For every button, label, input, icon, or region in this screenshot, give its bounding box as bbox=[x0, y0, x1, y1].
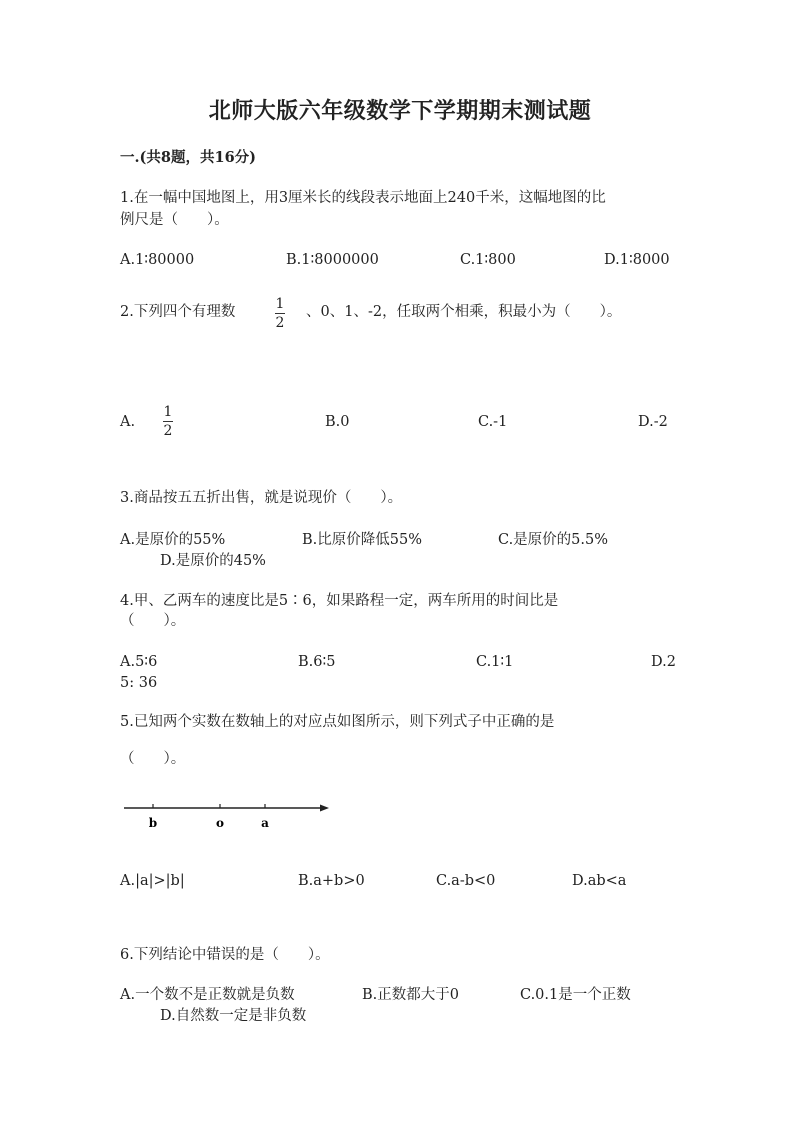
question-stem: 5.已知两个实数在数轴上的对应点如图所示，则下列式子中正确的是 bbox=[120, 714, 555, 730]
fraction-numerator: 1 bbox=[163, 404, 173, 420]
option-b: B.6∶5 bbox=[298, 654, 336, 670]
option-d: D.2 bbox=[651, 654, 676, 670]
axis-label-a: a bbox=[261, 816, 269, 830]
option-b: B.正数都大于0 bbox=[362, 987, 459, 1003]
fraction-denominator: 2 bbox=[275, 315, 285, 331]
option-c: C.0.1是一个正数 bbox=[520, 987, 631, 1003]
option-c: C.a-b<0 bbox=[436, 873, 496, 889]
number-line-figure bbox=[118, 798, 338, 832]
option-a: A.5∶6 bbox=[120, 654, 158, 670]
option-d: D.自然数一定是非负数 bbox=[160, 1008, 307, 1024]
option-c: C.是原价的5.5% bbox=[498, 532, 609, 548]
question-stem: 1.在一幅中国地图上，用3厘米长的线段表示地面上240千米，这幅地图的比 bbox=[120, 190, 606, 206]
axis-label-b: b bbox=[148, 816, 158, 830]
option-d: D.是原价的45% bbox=[160, 553, 266, 569]
question-stem: 3.商品按五五折出售，就是说现价（ ）。 bbox=[120, 490, 403, 506]
option-a: A. bbox=[120, 414, 136, 430]
number-line-arrow bbox=[320, 805, 329, 812]
option-a: A.一个数不是正数就是负数 bbox=[120, 987, 295, 1003]
fraction-one-half bbox=[273, 297, 287, 330]
option-b: B.比原价降低55% bbox=[302, 532, 422, 548]
fraction-numerator: 1 bbox=[275, 296, 285, 312]
option-c: C.-1 bbox=[478, 414, 508, 430]
option-d: D.-2 bbox=[638, 414, 668, 430]
option-b: B.a+b>0 bbox=[298, 873, 365, 889]
question-stem-cont: 例尺是（ ）。 bbox=[120, 212, 229, 228]
option-d-cont: 5: 36 bbox=[120, 675, 158, 691]
page-title: 北师大版六年级数学下学期期末测试题 bbox=[208, 98, 592, 124]
option-b: B.0 bbox=[325, 414, 350, 430]
question-stem-cont: （ ）。 bbox=[120, 751, 186, 767]
option-d: D.1∶8000 bbox=[604, 252, 670, 268]
question-stem: 6.下列结论中错误的是（ ）。 bbox=[120, 947, 330, 963]
option-c: C.1∶800 bbox=[460, 252, 516, 268]
question-stem-cont: （ ）。 bbox=[120, 613, 186, 629]
option-b: B.1∶8000000 bbox=[286, 252, 379, 268]
option-a: A.是原价的55% bbox=[120, 532, 226, 548]
fraction-bar bbox=[163, 421, 173, 422]
axis-label-o: o bbox=[215, 816, 225, 830]
fraction-denominator: 2 bbox=[163, 423, 173, 439]
fraction-bar bbox=[275, 313, 285, 314]
question-stem-cont: 、0、1、-2，任取两个相乘，积最小为（ ）。 bbox=[306, 304, 622, 320]
question-stem: 2.下列四个有理数 bbox=[120, 304, 236, 320]
question-stem: 4.甲、乙两车的速度比是5∶6，如果路程一定，两车所用的时间比是 bbox=[120, 593, 559, 609]
option-a: A.|a|>|b| bbox=[120, 873, 185, 889]
option-d: D.ab<a bbox=[572, 873, 627, 889]
option-a: A.1∶80000 bbox=[120, 252, 195, 268]
section-heading: 一.(共8题，共16分) bbox=[120, 149, 257, 166]
option-c: C.1∶1 bbox=[476, 654, 514, 670]
option-a-fraction bbox=[161, 405, 175, 438]
